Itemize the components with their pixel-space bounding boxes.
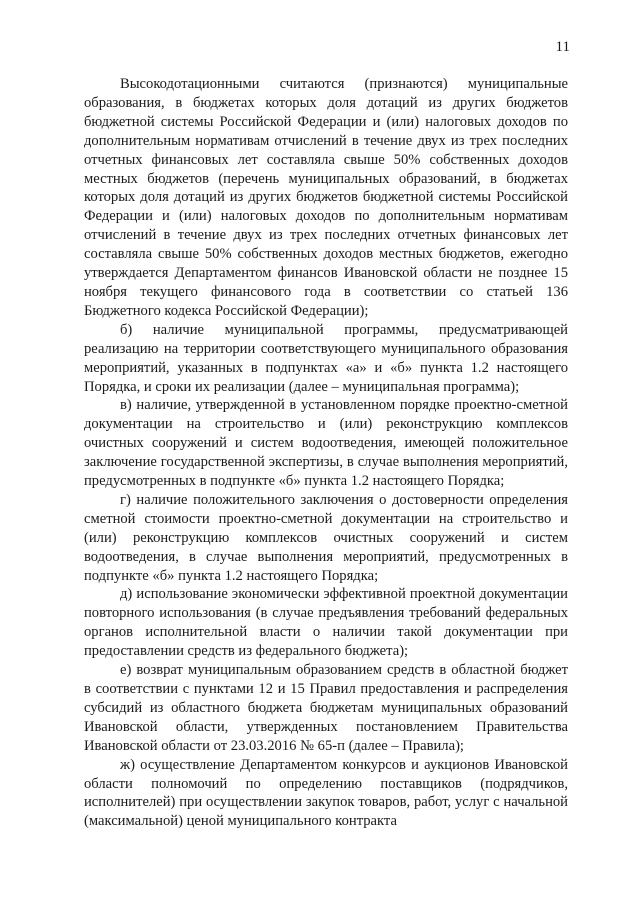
paragraph-item-e: е) возврат муниципальным образованием средств в областной бюджет в соответствии с пунктами 12 и 15 Правил предоставления и распределения субсидий из областного бюджета бюджетам муниципальных образований Ивановской области, утвержденных постановлением Правительства Ивановской области от 23.03.2016 № 65-п (далее – Правила);: [84, 662, 568, 754]
paragraph-item-v: в) наличие, утвержденной в установленном порядке проектно-сметной документации на строительство и (или) реконструкцию комплексов очистных сооружений и систем водоотведения, имеющей положительное заключение государственной экспертизы, в случае выполнения мероприятий, предусмотренных в подпункте «б» пункта 1.2 настоящего Порядка;: [84, 397, 568, 490]
paragraph-high-subsidy-definition: Высокодотационными считаются (признаются) муниципальные образования, в бюджетах которых доля дотаций из других бюджетов бюджетной системы Российской Федерации и (или) налоговых доходов по дополнительным нормативам отчислений в течение двух из трех последних отчетных финансовых лет составляла свыше 50% собственных доходов местных бюджетов (перечень муниципальных образований, в бюджетах которых доля дотаций из других бюджетов бюджетной системы Российской Федерации и (или) налоговых доходов по дополнительным нормативам отчислений в течение двух из трех последних отчетных финансовых лет составляла свыше 50% собственных доходов местных бюджетов, ежегодно утверждается Департаментом финансов Ивановской области не позднее 15 ноября текущего финансового года в соответствии со статьей 136 Бюджетного кодекса Российской Федерации);: [84, 76, 568, 319]
document-body: [84, 75, 568, 831]
paragraph-item-d: д) использование экономически эффективной проектной документации повторного использования (в случае предъявления требований федеральных органов исполнительной власти о наличии такой документации при предоставлении средств из федерального бюджета);: [84, 586, 568, 660]
page-number: 11: [555, 39, 570, 55]
paragraph-item-zh: ж) осуществление Департаментом конкурсов и аукционов Ивановской области полномочий по определению поставщиков (подрядчиков, исполнителей) при осуществлении закупок товаров, работ, услуг с начальной (максимальной) ценой муниципального контракта: [84, 756, 568, 830]
paragraph-item-g: г) наличие положительного заключения о достоверности определения сметной стоимости проектно-сметной документации на строительство и (или) реконструкцию комплексов очистных сооружений и систем водоотведения, в случае выполнения мероприятий, предусмотренных в подпункте «б» пункта 1.2 настоящего Порядка;: [84, 491, 568, 584]
paragraph-item-b: б) наличие муниципальной программы, предусматривающей реализацию на территории соответствующего муниципального образования мероприятий, указанных в подпунктах «а» и «б» пункта 1.2 настоящего Порядка, и сроки их реализации (далее – муниципальная программа);: [84, 321, 568, 395]
